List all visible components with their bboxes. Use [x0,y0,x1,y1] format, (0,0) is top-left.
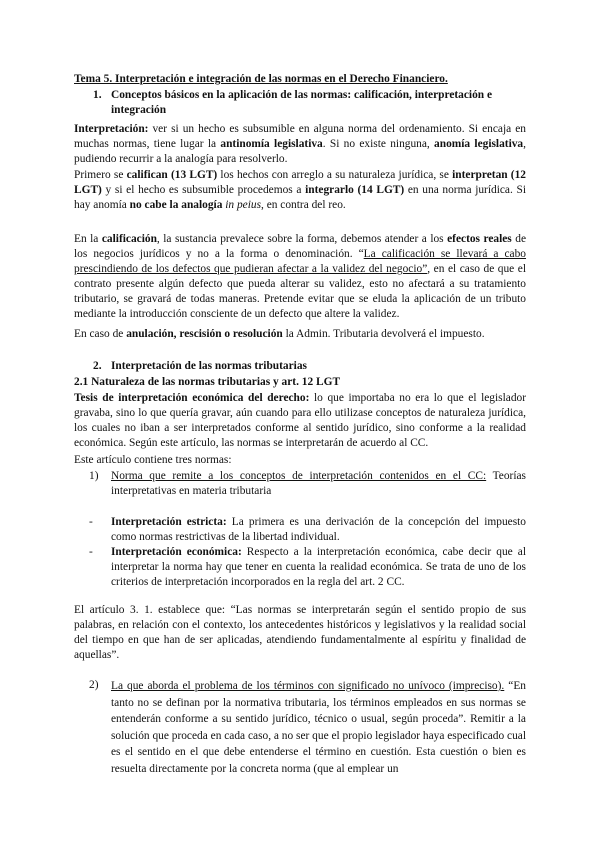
paragraph-primero: Primero se califican (13 LGT) los hechos con arreglo a su naturaleza jurídica, se interpretan (12 LGT) y si el hecho es subsumible procedemos a integrarlo (14 LGT) en una norma jurídica. Si hay anomía no cabe la analogía in peius, en contra del reo. [74,169,527,211]
paragraph-calificacion: En la calificación, la sustancia prevalece sobre la forma, debemos atender a los efectos reales de los negocios jurídicos y no a la forma o denominación. “La calificación se llevará a cabo prescindiendo de los defectos que pudieran afectar a la validez del negocio”, en el caso de que el contrato presente algún defecto que pueda alterar su validez, esto no afectará a su tratamiento tributario, se gravará de todas maneras. Pretende evitar que se eluda la aplicación de un tributo mediante la introducción consciente de un defecto que altere la validez. [74,233,527,320]
list-item-1: Norma que remite a los conceptos de interpretación contenidos en el CC: Teorías interpretativas en materia tributaria [111,470,526,497]
section-2-number: 2. [93,360,102,372]
paragraph-anulacion: En caso de anulación, rescisión o resolución la Admin. Tributaria devolverá el impuesto. [74,328,485,340]
paragraph-articulo-3: El artículo 3. 1. establece que: “Las normas se interpretarán según el sentido propio de sus palabras, en relación con el contexto, los antecedentes históricos y legislativos y la realidad social del tiempo en que han de ser aplicadas, atendiendo fundamentalmente al espíritu y finalidad de aquellas”. [74,604,526,661]
list-item-1-number: 1) [89,470,99,482]
bullet-item-estricta: Interpretación estricta: La primera es una derivación de la concepción del impuesto como normas restrictivas de la libertad individual. [111,516,526,543]
document-title: Tema 5. Interpretación e integración de las normas en el Derecho Financiero. [74,73,448,85]
paragraph-tesis: Tesis de interpretación económica del derecho: lo que importaba no era lo que el legislador gravaba, sino lo que quería gravar, aún cuando para ello utilizase conceptos de naturaleza jurídica, los cuales no iban a ser interpretados conforme al sentido jurídico, sino conforme a la realidad económica. Según este artículo, las normas se interpretarán de acuerdo al CC. [74,392,527,449]
bullet-1-dash: - [89,516,93,528]
list-item-2: La que aborda el problema de los términos con significado no unívoco (impreciso). “En tanto no se definan por la normativa tributaria, los términos empleados en sus normas se entenderán conforme a su sentido jurídico, técnico o usual, según proceda”. Remitir a la solución que proceda en cada caso, a no ser que el propio legislador haya especificado cual es el sentido en el que debe entenderse el término en cuestión. Esta cuestión o bien es resuelta directamente por la concreta norma (que al emplear un [111,680,527,775]
subsection-2-1-heading: 2.1 Naturaleza de las normas tributarias y art. 12 LGT [74,376,341,388]
section-1-heading: Conceptos básicos en la aplicación de las normas: calificación, interpretación e integración [111,89,493,116]
bullet-2-dash: - [89,546,93,558]
paragraph-tres-normas: Este artículo contiene tres normas: [74,454,232,466]
section-1-number: 1. [93,89,102,101]
paragraph-interpretacion: Interpretación: ver si un hecho es subsumible en alguna norma del ordenamiento. Si encaja en muchas normas, tiene lugar la antinomía legislativa. Si no existe ninguna, anomía legislativa, pudiendo recurrir a la analogía para resolverlo. [74,123,526,165]
list-item-2-number: 2) [89,679,99,691]
section-2-heading: Interpretación de las normas tributarias [111,360,307,372]
bullet-item-economica: Interpretación económica: Respecto a la interpretación económica, cabe decir que al interpretar la norma hay que tener en cuenta la realidad económica. Se trata de uno de los criterios de interpretación incorporados en la regla del art. 2 CC. [111,546,526,588]
